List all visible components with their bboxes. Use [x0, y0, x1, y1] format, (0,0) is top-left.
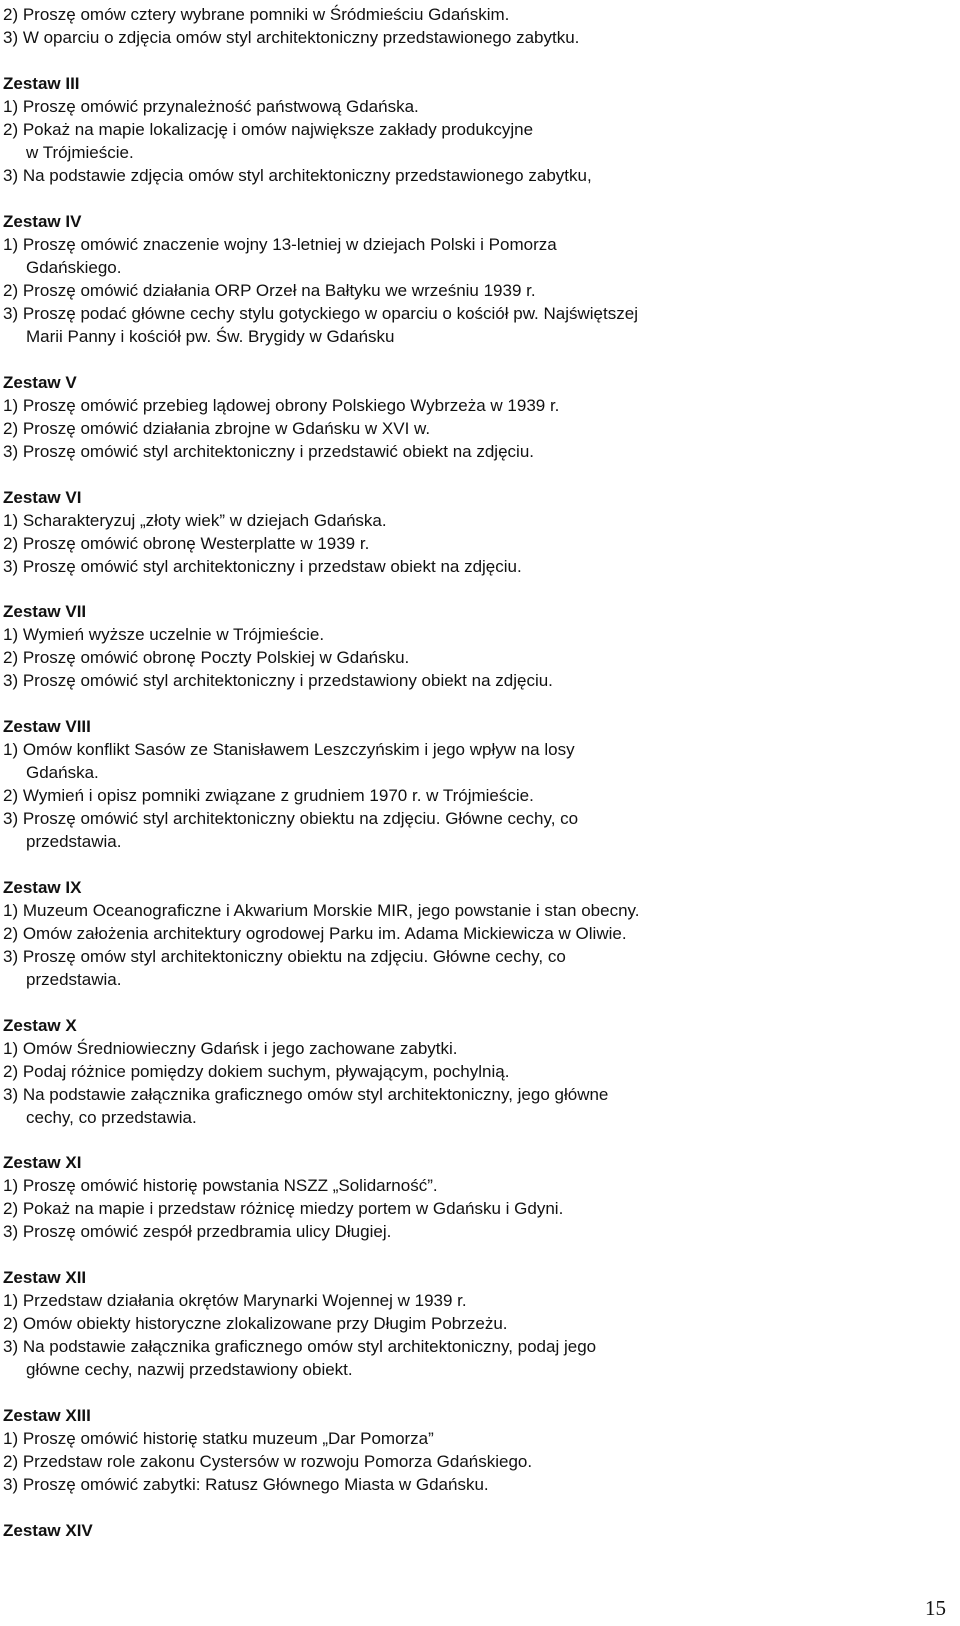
question-continuation: cechy, co przedstawia. — [26, 1108, 197, 1127]
question-item: 3) Proszę podać główne cechy stylu gotyckiego w oparciu o kościół pw. Najświętszej — [3, 304, 638, 323]
question-item: 3) Na podstawie załącznika graficznego omów styl architektoniczny, podaj jego — [3, 1337, 597, 1356]
question-continuation: główne cechy, nazwij przedstawiony obiekt. — [26, 1360, 353, 1379]
question-item: 3) Proszę omów styl architektoniczny obiektu na zdjęciu. Główne cechy, co — [3, 947, 566, 966]
question-continuation: Gdańska. — [26, 763, 99, 782]
set-heading: Zestaw X — [3, 1016, 77, 1035]
question-continuation: w Trójmieście. — [26, 143, 134, 162]
question-item: 2) Omów założenia architektury ogrodowej Parku im. Adama Mickiewicza w Oliwie. — [3, 924, 627, 943]
question-item: 3) Proszę omówić zabytki: Ratusz Głównego Miasta w Gdańsku. — [3, 1475, 489, 1494]
set-heading: Zestaw IV — [3, 212, 82, 231]
set-heading: Zestaw XI — [3, 1153, 82, 1172]
question-item: 2) Przedstaw role zakonu Cystersów w rozwoju Pomorza Gdańskiego. — [3, 1452, 533, 1471]
set-heading: Zestaw V — [3, 373, 77, 392]
question-item: 3) Proszę omówić zespół przedbramia ulicy Długiej. — [3, 1222, 392, 1241]
question-continuation: przedstawia. — [26, 970, 122, 989]
question-item: 2) Omów obiekty historyczne zlokalizowane przy Długim Pobrzeżu. — [3, 1314, 508, 1333]
question-item: 3) Na podstawie zdjęcia omów styl architektoniczny przedstawionego zabytku, — [3, 166, 592, 185]
question-item: 3) Na podstawie załącznika graficznego omów styl architektoniczny, jego główne — [3, 1085, 609, 1104]
page-number: 15 — [925, 1596, 946, 1620]
question-item: 1) Proszę omówić przebieg lądowej obrony Polskiego Wybrzeża w 1939 r. — [3, 396, 560, 415]
question-continuation: przedstawia. — [26, 832, 122, 851]
question-item: 1) Scharakteryzuj „złoty wiek” w dziejach Gdańska. — [3, 511, 387, 530]
set-heading: Zestaw VI — [3, 488, 82, 507]
set-heading: Zestaw VII — [3, 602, 87, 621]
question-continuation: Gdańskiego. — [26, 258, 122, 277]
question-item: 1) Przedstaw działania okrętów Marynarki Wojennej w 1939 r. — [3, 1291, 467, 1310]
question-item: 3) Proszę omówić styl architektoniczny obiektu na zdjęciu. Główne cechy, co — [3, 809, 579, 828]
question-item: 2) Proszę omówić działania zbrojne w Gdańsku w XVI w. — [3, 419, 431, 438]
question-item: 1) Proszę omówić znaczenie wojny 13-letniej w dziejach Polski i Pomorza — [3, 235, 557, 254]
question-continuation: Marii Panny i kościół pw. Św. Brygidy w Gdańsku — [26, 327, 395, 346]
question-item: 2) Pokaż na mapie lokalizację i omów największe zakłady produkcyjne — [3, 120, 534, 139]
question-item: 1) Proszę omówić historię powstania NSZZ „Solidarność”. — [3, 1176, 438, 1195]
question-item: 2) Podaj różnice pomiędzy dokiem suchym, pływającym, pochylnią. — [3, 1062, 510, 1081]
question-item: 1) Proszę omówić historię statku muzeum „Dar Pomorza” — [3, 1429, 434, 1448]
question-item: 1) Omów Średniowieczny Gdańsk i jego zachowane zabytki. — [3, 1039, 458, 1058]
question-item: 2) Proszę omów cztery wybrane pomniki w Śródmieściu Gdańskim. — [3, 5, 510, 24]
question-item: 2) Pokaż na mapie i przedstaw różnicę miedzy portem w Gdańsku i Gdyni. — [3, 1199, 564, 1218]
set-heading: Zestaw III — [3, 74, 80, 93]
question-item: 1) Proszę omówić przynależność państwową Gdańska. — [3, 97, 419, 116]
question-item: 2) Proszę omówić działania ORP Orzeł na Bałtyku we wrześniu 1939 r. — [3, 281, 536, 300]
question-item: 3) Proszę omówić styl architektoniczny i przedstawić obiekt na zdjęciu. — [3, 442, 534, 461]
set-heading: Zestaw XIII — [3, 1406, 91, 1425]
question-item: 2) Proszę omówić obronę Westerplatte w 1939 r. — [3, 534, 370, 553]
question-item: 2) Proszę omówić obronę Poczty Polskiej w Gdańsku. — [3, 648, 410, 667]
question-item: 3) Proszę omówić styl architektoniczny i przedstawiony obiekt na zdjęciu. — [3, 671, 553, 690]
set-heading: Zestaw XII — [3, 1268, 87, 1287]
set-heading: Zestaw IX — [3, 878, 82, 897]
question-item: 2) Wymień i opisz pomniki związane z grudniem 1970 r. w Trójmieście. — [3, 786, 534, 805]
set-heading: Zestaw XIV — [3, 1521, 93, 1540]
question-item: 1) Omów konflikt Sasów ze Stanisławem Leszczyńskim i jego wpływ na losy — [3, 740, 575, 759]
set-heading: Zestaw VIII — [3, 717, 91, 736]
question-item: 1) Muzeum Oceanograficzne i Akwarium Morskie MIR, jego powstanie i stan obecny. — [3, 901, 640, 920]
question-item: 1) Wymień wyższe uczelnie w Trójmieście. — [3, 625, 325, 644]
question-item: 3) W oparciu o zdjęcia omów styl architektoniczny przedstawionego zabytku. — [3, 28, 580, 47]
question-item: 3) Proszę omówić styl architektoniczny i przedstaw obiekt na zdjęciu. — [3, 557, 522, 576]
